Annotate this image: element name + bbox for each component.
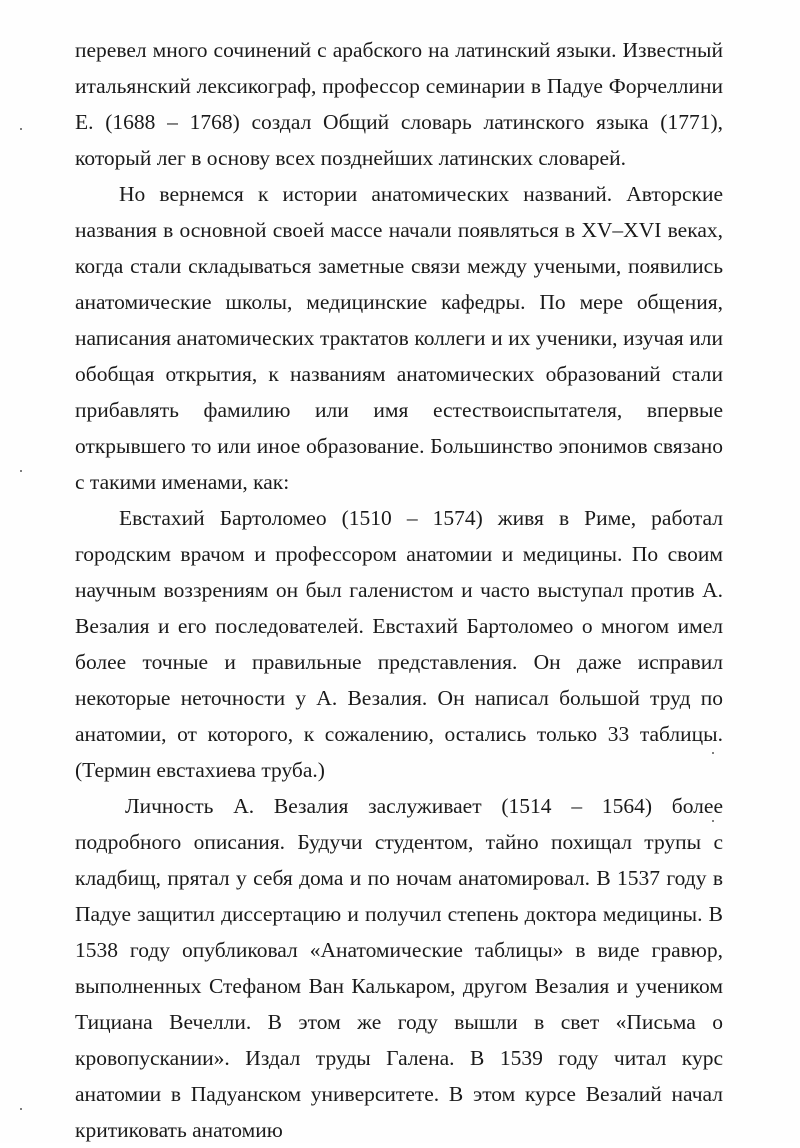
scan-speck bbox=[20, 1108, 22, 1110]
document-body bbox=[75, 32, 723, 1148]
scan-speck bbox=[20, 470, 22, 472]
paragraph-3: Евстахий Бартоломео (1510 – 1574) живя в Риме, работал городским врачом и профессором анатомии и медицины. По своим научным воззрениям он был галенистом и часто выступал против А. Везалия и его последователей. Евстахий Бартоломео о многом имел более точные и правильные представления. Он даже исправил некоторые неточности у А. Везалия. Он написал большой труд по анатомии, от которого, к сожалению, остались только 33 таблицы. (Термин евстахиева труба.) bbox=[75, 506, 723, 782]
paragraph-2: Но вернемся к истории анатомических названий. Авторские названия в основной своей массе начали появляться в XV–XVI веках, когда стали складываться заметные связи между учеными, появились анатомические школы, медицинские кафедры. По мере общения, написания анатомических трактатов коллеги и их ученики, изучая или обобщая открытия, к названиям анатомических образований стали прибавлять фамилию или имя естествоиспытателя, впервые открывшего то или иное образование. Большинство эпонимов связано с такими именами, как: bbox=[75, 182, 723, 494]
paragraph-1: перевел много сочинений с арабского на латинский языки. Известный итальянский лексикограф, профессор семинарии в Падуе Форчеллини Е. (1688 – 1768) создал Общий словарь латинского языка (1771), который лег в основу всех позднейших латинских словарей. bbox=[75, 38, 723, 170]
scan-speck bbox=[20, 128, 22, 130]
scan-speck bbox=[712, 752, 714, 754]
paragraph-4: Личность А. Везалия заслуживает (1514 – 1564) более подробного описания. Будучи студентом, тайно похищал трупы с кладбищ, прятал у себя дома и по ночам анатомировал. В 1537 году в Падуе защитил диссертацию и получил степень доктора медицины. В 1538 году опубликовал «Анатомические таблицы» в виде гравюр, выполненных Стефаном Ван Калькаром, другом Везалия и учеником Тициана Вечелли. В этом же году вышли в свет «Письма о кровопускании». Издал труды Галена. В 1539 году читал курс анатомии в Падуанском университете. В этом курсе Везалий начал критиковать анатомию bbox=[75, 794, 723, 1142]
scan-speck bbox=[712, 820, 714, 822]
